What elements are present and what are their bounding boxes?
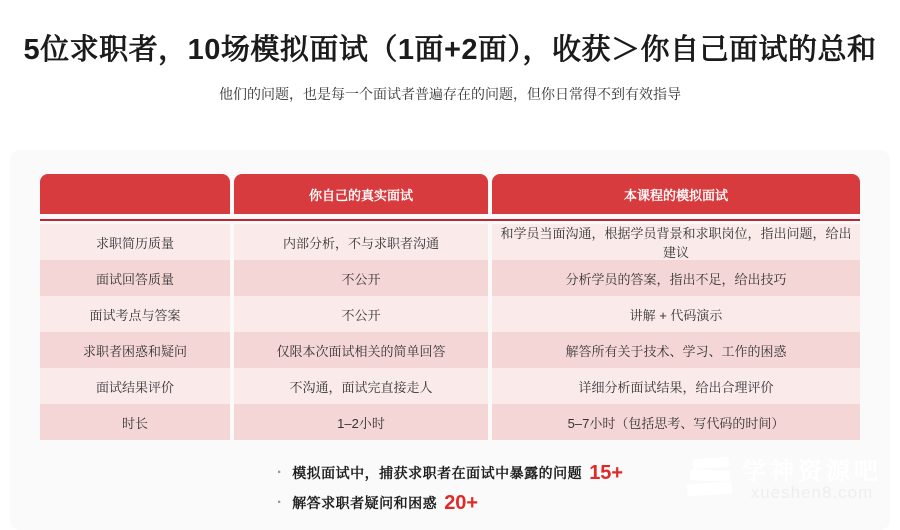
highlight-text: 模拟面试中，捕获求职者在面试中暴露的问题 (292, 465, 583, 481)
row-label: 面试结果评价 (40, 368, 230, 404)
header-divider (40, 219, 860, 221)
table-row (40, 260, 860, 296)
table-row (40, 368, 860, 404)
highlights-block (277, 458, 623, 518)
row-mock-cell: 和学员当面沟通，根据学员背景和求职岗位，指出问题，给出建议 (492, 224, 860, 260)
bullet-dot: · (276, 494, 283, 511)
comparison-card (10, 150, 890, 530)
watermark-text (742, 459, 882, 503)
highlight-text: 解答求职者疑问和困惑 (292, 495, 438, 511)
watermark (684, 455, 882, 506)
row-mock-cell: 详细分析面试结果，给出合理评价 (492, 368, 860, 404)
row-real-cell: 内部分析，不与求职者沟通 (234, 224, 488, 260)
row-real-cell: 不沟通，面试完直接走人 (234, 368, 488, 404)
highlight-line (277, 488, 623, 518)
page-subtitle: 他们的问题，也是每一个面试者普遍存在的问题，但你日常得不到有效指导 (219, 86, 681, 102)
table-row (40, 224, 860, 260)
row-mock-cell: 讲解 + 代码演示 (492, 296, 860, 332)
row-mock-cell: 解答所有关于技术、学习、工作的困惑 (492, 332, 860, 368)
header-cell-real-interview: 你自己的真实面试 (234, 174, 488, 214)
table-header-row (40, 174, 860, 214)
row-label: 面试考点与答案 (40, 296, 230, 332)
table-row (40, 332, 860, 368)
bullet-dot: · (276, 464, 283, 481)
row-label: 求职者困惑和疑问 (40, 332, 230, 368)
row-mock-cell: 5–7小时（包括思考、写代码的时间） (492, 404, 860, 440)
row-label: 时长 (40, 404, 230, 440)
row-real-cell: 仅限本次面试相关的简单回答 (234, 332, 488, 368)
highlight-number: 15+ (589, 461, 624, 484)
highlight-number: 20+ (444, 491, 479, 514)
highlight-line (277, 458, 623, 488)
row-mock-cell: 分析学员的答案，指出不足，给出技巧 (492, 260, 860, 296)
table-row (40, 404, 860, 440)
watermark-name: 学神资源吧 (742, 457, 882, 485)
books-icon (684, 455, 736, 506)
header-cell-empty (40, 174, 230, 214)
row-real-cell: 不公开 (234, 296, 488, 332)
row-label: 面试回答质量 (40, 260, 230, 296)
comparison-table (10, 150, 890, 440)
table-row (40, 296, 860, 332)
page-title: 5位求职者，10场模拟面试（1面+2面），收获＞你自己面试的总和 (23, 34, 877, 66)
watermark-site: xueshen8.com (750, 482, 874, 502)
row-real-cell: 1–2小时 (234, 404, 488, 440)
header-cell-mock-interview: 本课程的模拟面试 (492, 174, 860, 214)
row-label: 求职简历质量 (40, 224, 230, 260)
row-real-cell: 不公开 (234, 260, 488, 296)
